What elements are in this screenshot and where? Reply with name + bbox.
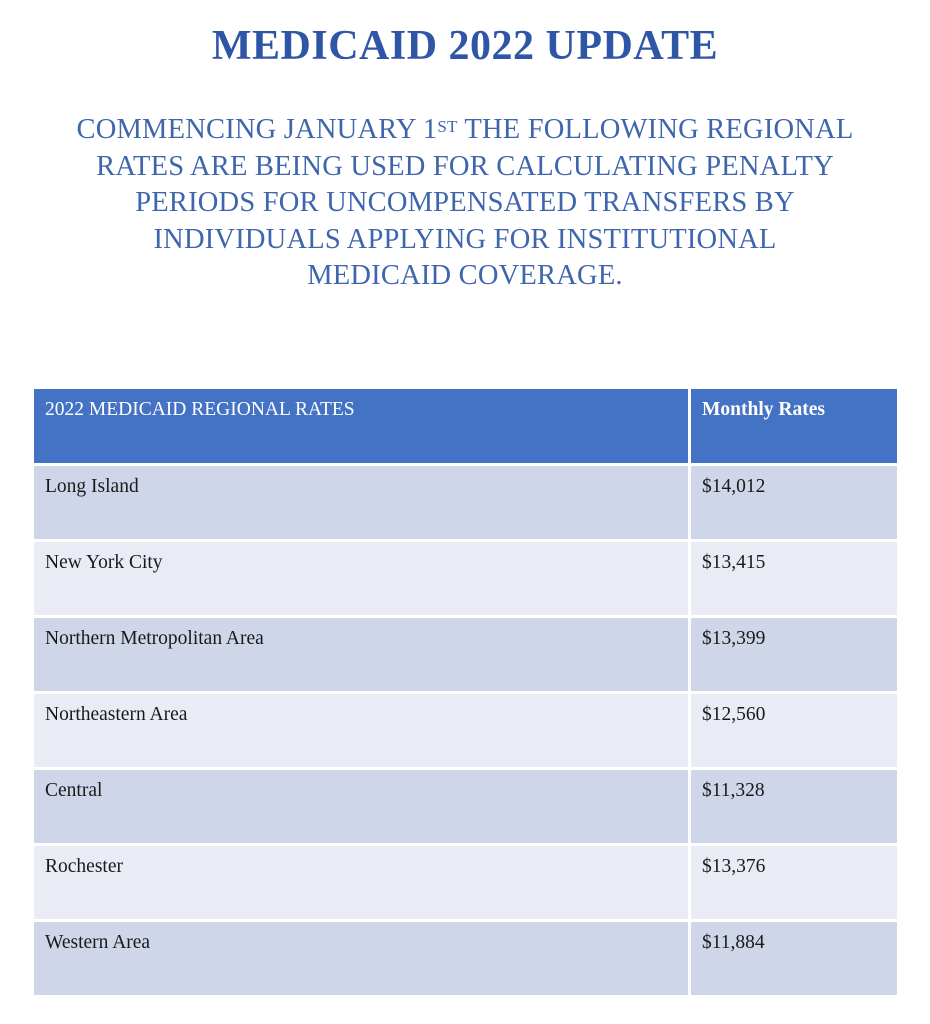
rate-cell: $14,012 bbox=[691, 466, 897, 542]
intro-line-4: INDIVIDUALS APPLYING FOR INSTITUTIONAL bbox=[153, 223, 777, 255]
rate-cell: $11,884 bbox=[691, 922, 897, 998]
region-cell: New York City bbox=[34, 542, 691, 618]
region-cell: Long Island bbox=[34, 466, 691, 542]
intro-line-1: COMMENCING JANUARY 1ST THE FOLLOWING REGIONAL bbox=[76, 114, 854, 145]
intro-line-5: MEDICAID COVERAGE. bbox=[307, 260, 623, 291]
region-cell: Rochester bbox=[34, 846, 691, 922]
intro-line-3: PERIODS FOR UNCOMPENSATED TRANSFERS BY bbox=[135, 187, 795, 218]
regional-rates-table bbox=[34, 389, 897, 998]
rate-cell: $13,376 bbox=[691, 846, 897, 922]
table-row bbox=[34, 694, 897, 770]
table-header-row bbox=[34, 389, 897, 466]
ordinal-suffix: ST bbox=[437, 117, 458, 136]
intro-text bbox=[40, 112, 890, 295]
table-row bbox=[34, 466, 897, 542]
region-cell: Northern Metropolitan Area bbox=[34, 618, 691, 694]
region-cell: Western Area bbox=[34, 922, 691, 998]
table-row bbox=[34, 618, 897, 694]
column-header-monthly-rate: Monthly Rates bbox=[691, 389, 897, 466]
table-row bbox=[34, 542, 897, 618]
page-title: MEDICAID 2022 UPDATE bbox=[211, 23, 719, 69]
rate-cell: $13,399 bbox=[691, 618, 897, 694]
rate-cell: $12,560 bbox=[691, 694, 897, 770]
column-header-region: 2022 MEDICAID REGIONAL RATES bbox=[34, 389, 691, 466]
table-row bbox=[34, 770, 897, 846]
intro-line-2: RATES ARE BEING USED FOR CALCULATING PENALTY bbox=[96, 150, 834, 182]
rate-cell: $13,415 bbox=[691, 542, 897, 618]
table-row bbox=[34, 846, 897, 922]
region-cell: Central bbox=[34, 770, 691, 846]
table-row bbox=[34, 922, 897, 998]
region-cell: Northeastern Area bbox=[34, 694, 691, 770]
rate-cell: $11,328 bbox=[691, 770, 897, 846]
